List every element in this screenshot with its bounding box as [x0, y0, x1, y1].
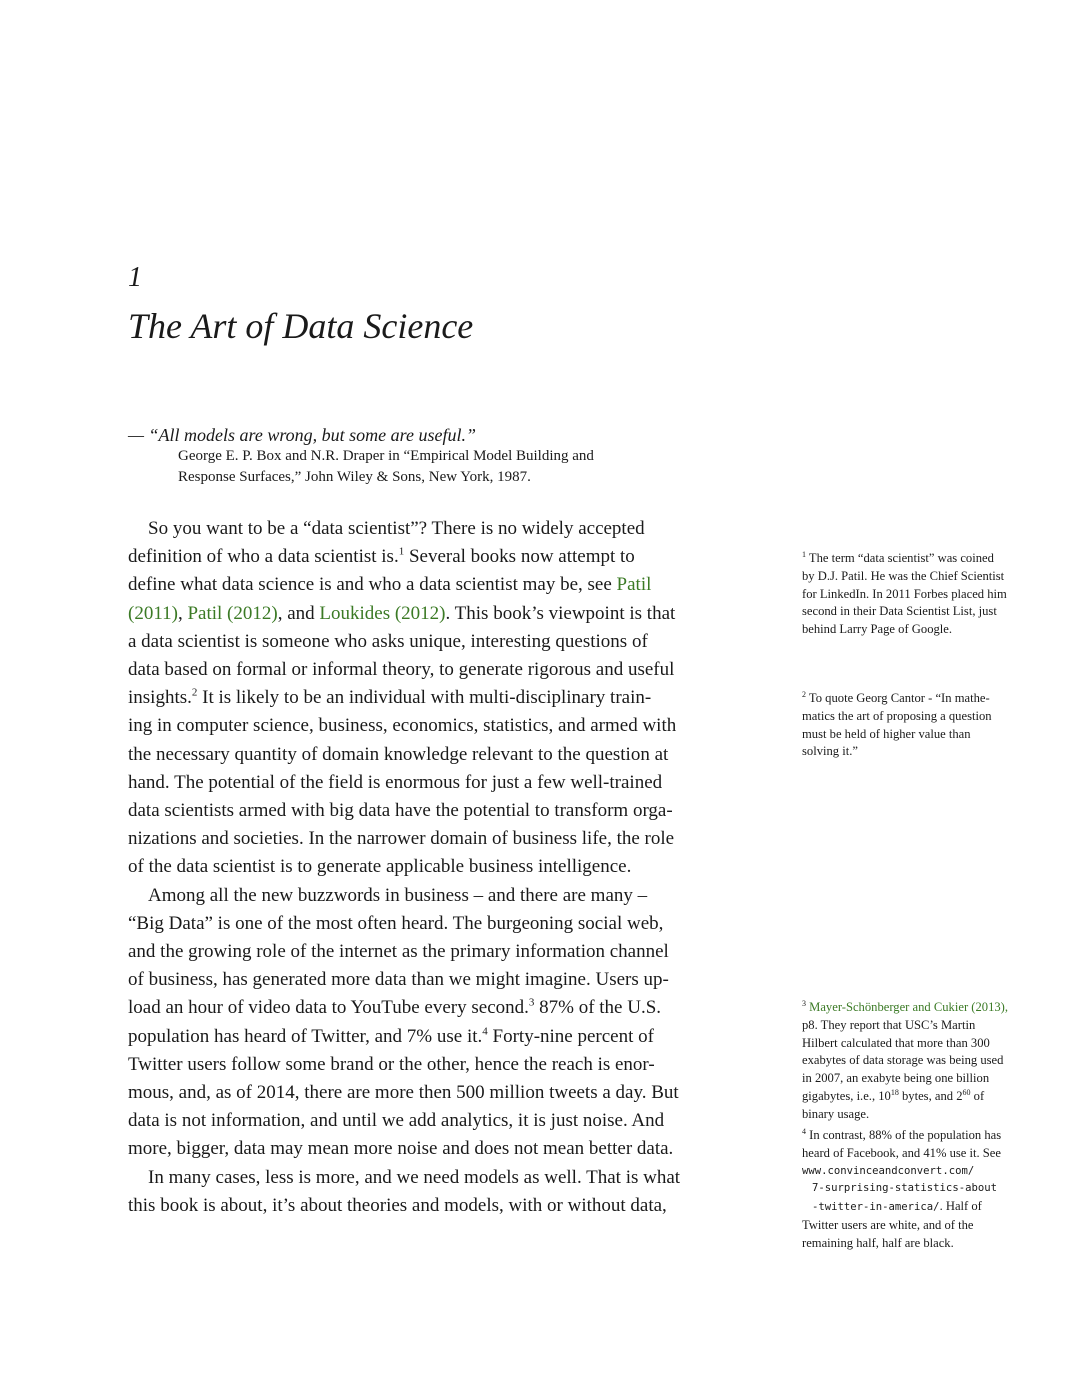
note-line: second in their Data Scientist List, just [802, 604, 997, 619]
text-line: nizations and societies. In the narrower domain of business life, the role [128, 828, 675, 850]
url-link[interactable]: 7-surprising-statistics-about [812, 1182, 997, 1195]
text-line: the necessary quantity of domain knowledge relevant to the question at [128, 743, 669, 765]
epigraph-attribution-line: George E. P. Box and N.R. Draper in “Empirical Model Building and [178, 448, 594, 464]
note-line: binary usage. [802, 1106, 870, 1121]
text-line: this book is about, it’s about theories and models, with or without data, [128, 1194, 667, 1216]
sidenote-4 [802, 1127, 1062, 1253]
text-line: Twitter users follow some brand or the other, hence the reach is enor- [128, 1053, 655, 1075]
text-line: load an hour of video data to YouTube every second.$^3$ 87% of the U.S. [128, 997, 662, 1019]
text-line: mous, and, as of 2014, there are more then 500 million tweets a day. But [128, 1082, 679, 1104]
text-line: insights.$^2$ It is likely to be an individual with multi-disciplinary train- [128, 686, 652, 709]
note-line: in 2007, an exabyte being one billion [802, 1071, 990, 1086]
note-line: gigabytes, i.e., $10^{18}$ bytes, and $2^{60}$ of [802, 1087, 985, 1103]
note-line: behind Larry Page of Google. [802, 622, 953, 637]
note-line: $^3$ Mayer-Schönberger and Cukier (2013), [802, 998, 1009, 1014]
footnote-ref-2[interactable]: 2 [191, 686, 198, 699]
note-line: p8. They report that USC’s Martin [802, 1017, 976, 1032]
text-line: In many cases, less is more, and we need models as well. That is what [148, 1166, 681, 1188]
note-line: $^4$ In contrast, 88% of the population has [802, 1126, 1002, 1142]
citation-link[interactable]: (2011) [128, 602, 178, 624]
text-line: definition of who a data scientist is.$^1$ Several books now attempt to [128, 545, 635, 568]
note-line: must be held of higher value than [802, 726, 971, 741]
note-line: Twitter users are white, and of the [802, 1217, 974, 1232]
citation-link[interactable]: Loukides (2012) [319, 602, 446, 624]
text-line: (2011), Patil (2012), and Loukides (2012). This book’s viewpoint is that [128, 602, 676, 624]
text-line: hand. The potential of the field is enormous for just a few well-trained [128, 771, 663, 793]
epigraph [128, 425, 594, 488]
footnote-ref-1[interactable]: 1 [398, 545, 405, 558]
note-line: $^1$ The term “data scientist” was coined [802, 549, 994, 565]
epigraph-attribution-line: Response Surfaces,” John Wiley & Sons, New York, 1987. [178, 469, 531, 485]
text-line: “Big Data” is one of the most often heard. The burgeoning social web, [128, 912, 664, 934]
citation-link[interactable]: Mayer-Schönberger and Cukier (2013), [806, 1000, 1009, 1014]
text-line: data scientists armed with big data have the potential to transform orga- [128, 800, 673, 822]
note-line: matics the art of proposing a question [802, 708, 992, 723]
text-line: So you want to be a “data scientist”? There is no widely accepted [148, 518, 645, 539]
body-text [128, 515, 758, 1220]
chapter-number: 1 [128, 262, 142, 293]
text-line: more, bigger, data may mean more noise and does not mean better data. [128, 1138, 674, 1160]
url-link[interactable]: -twitter-in-america/ [812, 1201, 940, 1214]
sidenote-2 [802, 690, 1062, 761]
text-line: and the growing role of the internet as the primary information channel [128, 941, 669, 963]
note-line: solving it.” [802, 744, 858, 759]
note-line: by D.J. Patil. He was the Chief Scientist [802, 568, 1005, 583]
sidenote-3 [802, 999, 1062, 1124]
text-line: Among all the new buzzwords in business – and there are many – [148, 884, 648, 906]
url-link[interactable]: www.convinceandconvert.com/ [802, 1164, 975, 1177]
text-line: define what data science is and who a data scientist may be, see Patil [128, 574, 652, 596]
text-line: population has heard of Twitter, and 7% use it.$^4$ Forty-nine percent of [128, 1025, 654, 1047]
note-line: heard of Facebook, and 41% use it. See [802, 1145, 1001, 1160]
note-line: Hilbert calculated that more than 300 [802, 1035, 990, 1050]
epigraph-quote: — “All models are wrong, but some are useful.” [128, 425, 477, 445]
note-line: for LinkedIn. In 2011 Forbes placed him [802, 586, 1007, 601]
note-line: $^2$ To quote Georg Cantor - “In mathe- [802, 689, 990, 705]
footnote-ref-3[interactable]: 3 [528, 997, 535, 1010]
text-line: ing in computer science, business, economics, statistics, and armed with [128, 715, 677, 737]
text-line: data based on formal or informal theory, to generate rigorous and useful [128, 659, 675, 681]
citation-link[interactable]: Patil [616, 574, 652, 596]
note-line: exabytes of data storage was being used [802, 1053, 1004, 1068]
text-line: of business, has generated more data than we might imagine. Users up- [128, 969, 669, 991]
note-line: -twitter-in-america/. Half of [802, 1198, 1062, 1217]
footnote-ref-4[interactable]: 4 [482, 1025, 488, 1038]
text-line: a data scientist is someone who asks unique, interesting questions of [128, 630, 648, 652]
note-line: remaining half, half are black. [802, 1235, 954, 1250]
text-line: of the data scientist is to generate applicable business intelligence. [128, 856, 632, 878]
text-line: data is not information, and until we add analytics, it is just noise. And [128, 1110, 665, 1132]
chapter-title: The Art of Data Science [128, 306, 474, 346]
citation-link[interactable]: Patil (2012) [187, 602, 278, 624]
sidenote-1 [802, 550, 1062, 639]
